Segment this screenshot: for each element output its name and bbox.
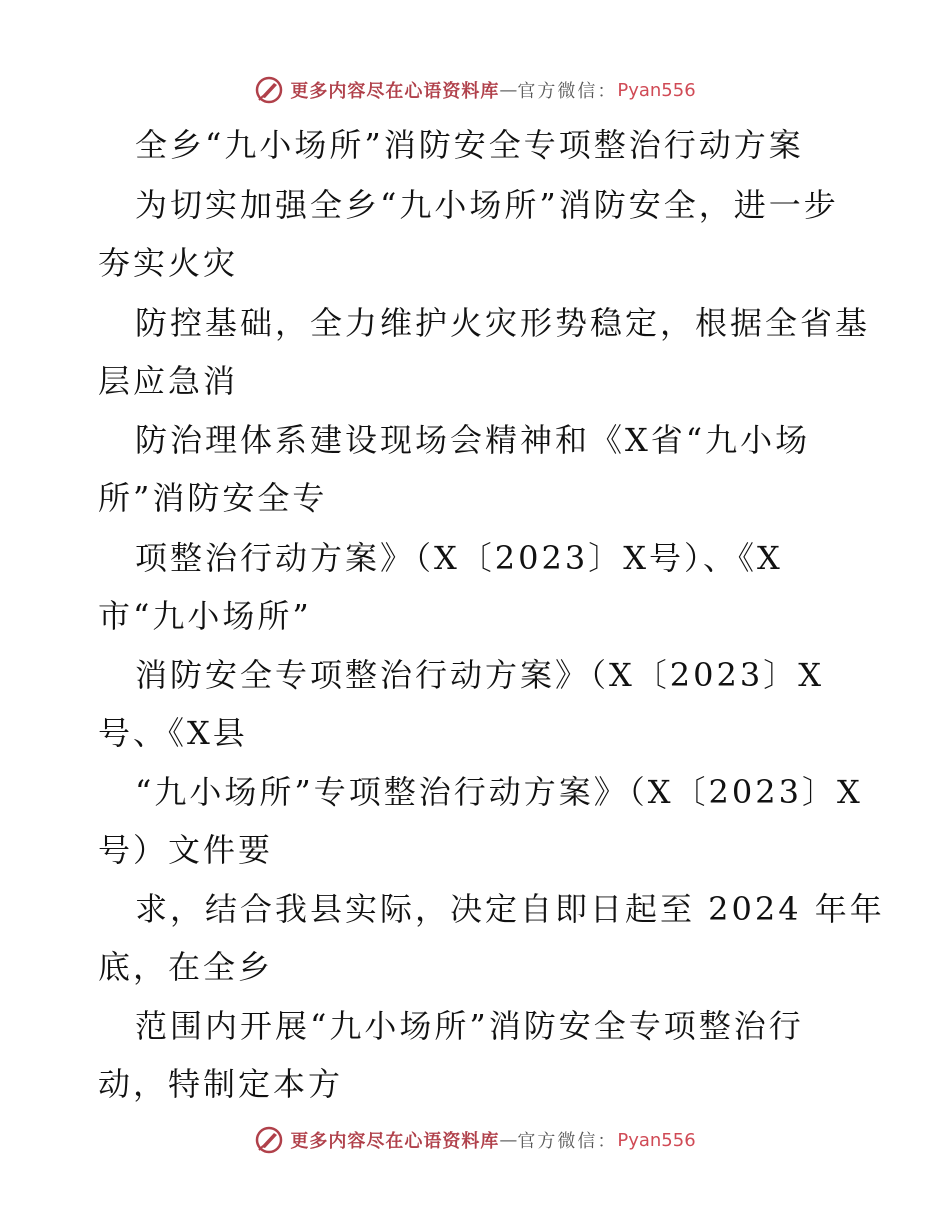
document-title: 全乡“九小场所”消防安全专项整治行动方案: [135, 126, 804, 164]
paragraph-text: 号、《X县: [98, 714, 248, 752]
paragraph-line: [0, 830, 950, 870]
paragraph-line: [0, 303, 950, 343]
paragraph-text: 防治理体系建设现场会精神和《X省“九小场: [135, 421, 811, 459]
paragraph-text: 消防安全专项整治行动方案》（X〔2023〕X: [135, 656, 825, 694]
quill-pen-circle-icon: [254, 1125, 284, 1155]
paragraph-line: [0, 538, 950, 578]
paragraph-text: 动，特制定本方: [98, 1065, 344, 1103]
paragraph-text: 求，结合我县实际，决定自即日起至 2024 年年: [135, 890, 885, 928]
paragraph-line: [0, 889, 950, 929]
paragraph-text: 夯实火灾: [98, 244, 239, 282]
watermark-official-label: 官方微信：: [517, 1131, 618, 1152]
paragraph-text: 项整治行动方案》（X〔2023〕X号）、《X: [135, 539, 783, 577]
paragraph-text: 范围内开展“九小场所”消防安全专项整治行: [135, 1007, 804, 1045]
paragraph-line: [0, 361, 950, 401]
paragraph-text: 为切实加强全乡“九小场所”消防安全，进一步: [135, 186, 839, 224]
footer-watermark: [0, 1120, 950, 1160]
paragraph-text: 层应急消: [98, 362, 239, 400]
paragraph-line: [0, 243, 950, 283]
paragraph-text: 号）文件要: [98, 831, 274, 869]
paragraph-line: [0, 596, 950, 636]
watermark-separator: —: [499, 79, 518, 101]
quill-pen-circle-icon: [254, 75, 284, 105]
paragraph-text: 市“九小场所”: [98, 597, 312, 635]
watermark-slogan: 更多内容尽在心语资料库: [290, 1131, 500, 1152]
paragraph-line: [0, 478, 950, 518]
watermark-account: Pyan556: [617, 79, 696, 101]
header-watermark: [0, 70, 950, 110]
paragraph-line: [0, 947, 950, 987]
paragraph-line: [0, 185, 950, 225]
paragraph-line: [0, 655, 950, 695]
paragraph-text: “九小场所”专项整治行动方案》（X〔2023〕X: [135, 773, 863, 811]
watermark-slogan: 更多内容尽在心语资料库: [290, 81, 500, 102]
watermark-official-label: 官方微信：: [517, 81, 618, 102]
paragraph-line: [0, 1064, 950, 1104]
watermark-separator: —: [499, 1129, 518, 1151]
paragraph-line: [0, 772, 950, 812]
document-title-line: [0, 125, 950, 165]
paragraph-text: 所”消防安全专: [98, 479, 328, 517]
paragraph-line: [0, 713, 950, 753]
paragraph-line: [0, 1006, 950, 1046]
paragraph-text: 防控基础，全力维护火灾形势稳定，根据全省基: [135, 304, 871, 342]
paragraph-text: 底，在全乡: [98, 948, 274, 986]
paragraph-line: [0, 420, 950, 460]
watermark-account: Pyan556: [617, 1129, 696, 1151]
